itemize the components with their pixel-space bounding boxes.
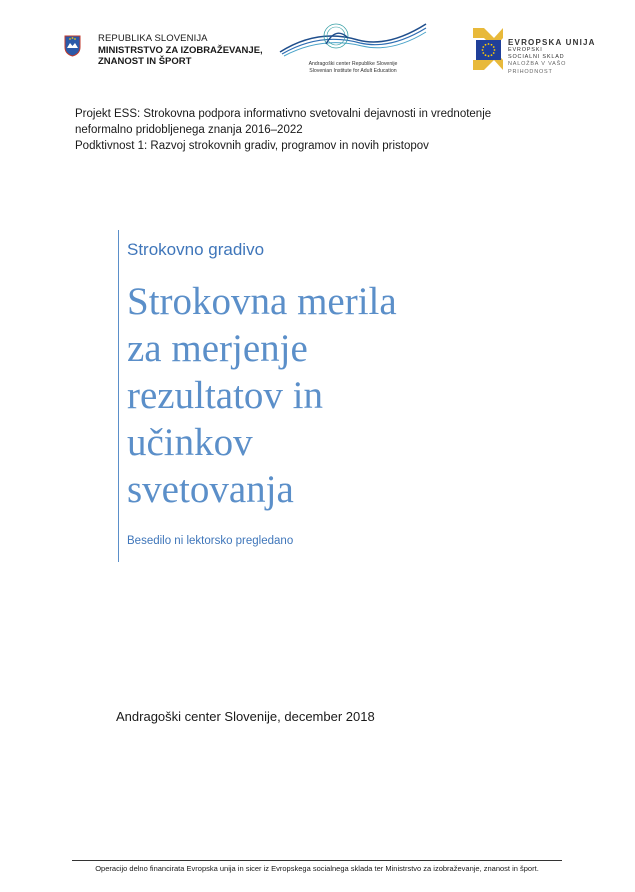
eu-line-4: NALOŽBA V VAŠO PRIHODNOST bbox=[508, 61, 567, 76]
ministry-line-2: MINISTRSTVO ZA IZOBRAŽEVANJE, bbox=[98, 44, 263, 56]
eu-line-3: SOCIALNI SKLAD bbox=[508, 53, 565, 60]
acs-line-2: Slovenian Institute for Adult Education bbox=[309, 67, 397, 74]
ministry-name bbox=[98, 33, 263, 68]
title-line: rezultatov in bbox=[127, 374, 324, 417]
project-line-1: Projekt ESS: Strokovna podpora informativno svetovalni dejavnosti in vrednotenje bbox=[75, 108, 492, 120]
funding-statement: Operacijo delno financirata Evropska unija in sicer iz Evropskega socialnega sklada ter Ministrstvo za izobraževanje, znanost in šport. bbox=[95, 864, 539, 873]
eu-logo bbox=[470, 26, 610, 76]
footer-divider bbox=[72, 860, 562, 861]
eu-name bbox=[508, 39, 610, 76]
proofreading-note: Besedilo ni lektorsko pregledano bbox=[127, 535, 294, 547]
eu-line-1: EVROPSKA UNIJA bbox=[508, 38, 596, 47]
eu-line-2: EVROPSKI bbox=[508, 47, 543, 54]
acs-swoosh-icon bbox=[278, 18, 428, 60]
ministry-line-1: REPUBLIKA SLOVENIJA bbox=[98, 33, 208, 44]
publisher-date: Andragoški center Slovenije, december 2018 bbox=[116, 709, 375, 724]
title-line: za merjenje bbox=[127, 327, 308, 370]
project-line-3: Podktivnost 1: Razvoj strokovnih gradiv, programov in novih pristopov bbox=[75, 140, 429, 152]
acs-line-1: Andragoški center Republike Slovenije bbox=[308, 61, 398, 67]
document-type: Strokovno gradivo bbox=[127, 240, 265, 259]
ministry-line-3: ZNANOST IN ŠPORT bbox=[98, 56, 192, 67]
project-info bbox=[75, 106, 555, 154]
title-line: učinkov bbox=[127, 421, 253, 464]
slovenia-crest-icon bbox=[64, 35, 81, 57]
acs-logo bbox=[278, 18, 428, 78]
title-line: svetovanja bbox=[127, 468, 294, 511]
title-block bbox=[118, 230, 518, 562]
eu-flag-icon bbox=[476, 40, 501, 60]
title-line: Strokovna merila bbox=[127, 280, 397, 323]
project-line-2: neformalno pridobljenega znanja 2016–2022 bbox=[75, 124, 303, 136]
acs-name bbox=[278, 61, 428, 74]
ministry-logo bbox=[64, 33, 264, 73]
document-title bbox=[127, 278, 518, 513]
